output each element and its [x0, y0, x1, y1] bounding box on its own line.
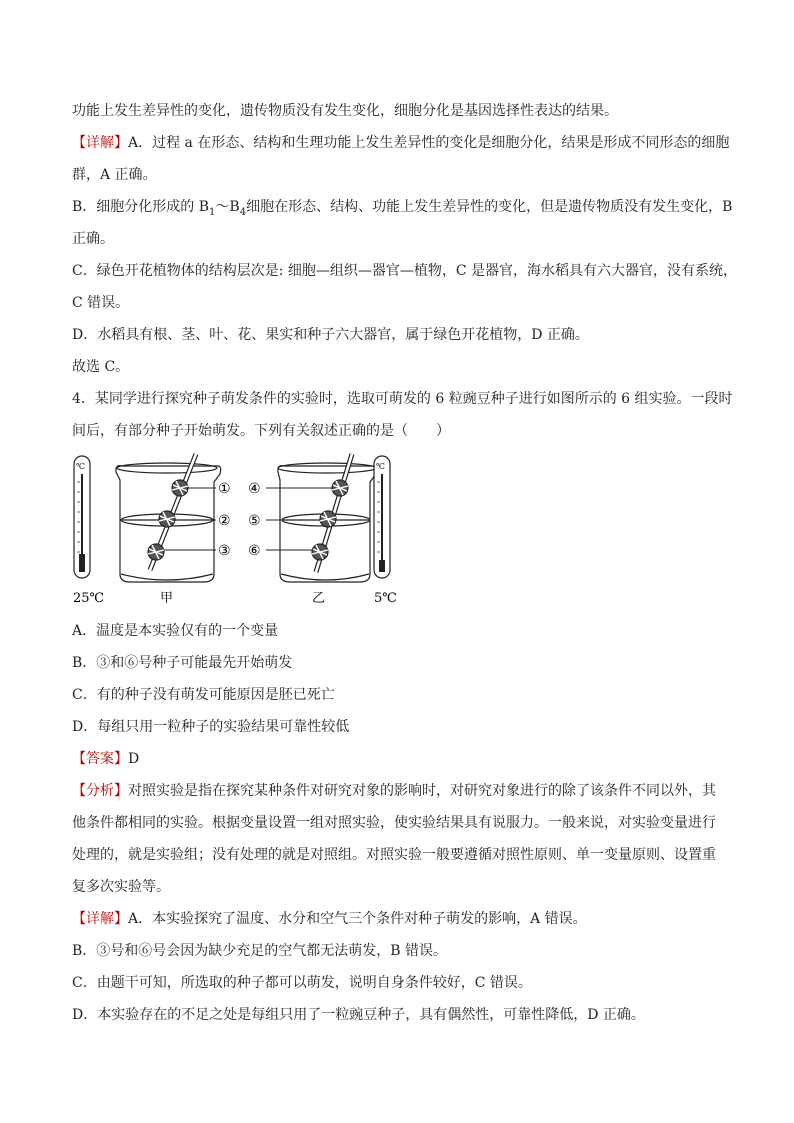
seed-label-3: ③: [218, 543, 231, 559]
option-a: A．温度是本实验仅有的一个变量: [72, 623, 279, 639]
seed-label-6: ⑥: [248, 543, 261, 559]
detail-line: 【详解】A．本实验探究了温度、水分和空气三个条件对种子萌发的影响，A 错误。: [72, 911, 587, 927]
answer-value: D: [128, 751, 140, 767]
temp-right: 5℃: [374, 591, 397, 606]
text-line: 群，A 正确。: [72, 167, 157, 183]
thermometer-left-icon: [74, 456, 90, 578]
option-d: D．每组只用一粒种子的实验结果可靠性较低: [72, 719, 350, 735]
analysis-line: 【分析】对照实验是指在探究某种条件对研究对象的影响时，对研究对象进行的除了该条件不同以外，其: [72, 783, 716, 799]
detail-tag: 【详解】: [72, 911, 128, 927]
text-line: 【详解】A．过程 a 在形态、结构和生理功能上发生差异性的变化是细胞分化，结果是形成不同形态的细胞: [72, 135, 730, 151]
label-jia: 甲: [160, 591, 174, 606]
text-line: D．本实验存在的不足之处是每组只用了一粒豌豆种子，具有偶然性，可靠性降低，D 正确。: [72, 1007, 645, 1023]
detail-tag: 【详解】: [72, 135, 128, 151]
text-line: 处理的，就是实验组；没有处理的就是对照组。对照实验一般要遵循对照性原则、单一变量原则、设置重: [72, 847, 716, 863]
temp-left: 25℃: [73, 591, 105, 606]
text-line: D．水稻具有根、茎、叶、花、果实和种子六大器官，属于绿色开花植物，D 正确。: [72, 327, 589, 343]
text-line: C．由题干可知，所选取的种子都可以萌发，说明自身条件较好，C 错误。: [72, 975, 532, 991]
text-line: 复多次实验等。: [72, 879, 170, 895]
thermometer-right-icon: [374, 456, 390, 578]
seed-label-5: ⑤: [248, 513, 261, 529]
seed-label-4: ④: [248, 481, 261, 497]
analysis-tag: 【分析】: [72, 783, 128, 799]
text-line: B．细胞分化形成的 $B_1\sim B_4$细胞在形态、结构、功能上发生差异性的变化，但是遗传物质没有发生变化，B: [72, 199, 733, 218]
text-line: 故选 C。: [72, 359, 130, 375]
text-line: 功能上发生差异性的变化，遗传物质没有发生变化，细胞分化是基因选择性表达的结果。: [72, 103, 618, 119]
label-yi: 乙: [312, 591, 326, 606]
question-4-cont: 间后，有部分种子开始萌发。下列有关叙述正确的是（ ）: [72, 423, 450, 439]
experiment-figure: [68, 450, 428, 620]
question-4: 4．某同学进行探究种子萌发条件的实验时，选取可萌发的 6 粒豌豆种子进行如图所示的 6 组实验。一段时: [72, 391, 733, 407]
answer-line: [72, 749, 139, 769]
text-line: 正确。: [72, 231, 114, 247]
text-line: 他条件都相同的实验。根据变量设置一组对照实验，使实验结果具有说服力。一般来说，对实验变量进行: [72, 815, 716, 831]
option-c: C．有的种子没有萌发可能原因是胚已死亡: [72, 687, 335, 703]
text-line: C 错误。: [72, 295, 130, 311]
thermo-unit-left: ℃: [76, 462, 85, 471]
seed-label-2: ②: [218, 513, 231, 529]
text-line: C．绿色开花植物体的结构层次是: 细胞—组织—器官—植物，C 是器官，海水稻具有六大器官，没有系统，: [72, 263, 738, 279]
answer-tag: 【答案】: [72, 751, 128, 767]
text-line: B．③号和⑥号会因为缺少充足的空气都无法萌发，B 错误。: [72, 943, 448, 959]
thermo-unit-right: ℃: [376, 462, 385, 471]
option-b: B．③和⑥号种子可能最先开始萌发: [72, 655, 293, 671]
seed-label-1: ①: [218, 481, 231, 497]
